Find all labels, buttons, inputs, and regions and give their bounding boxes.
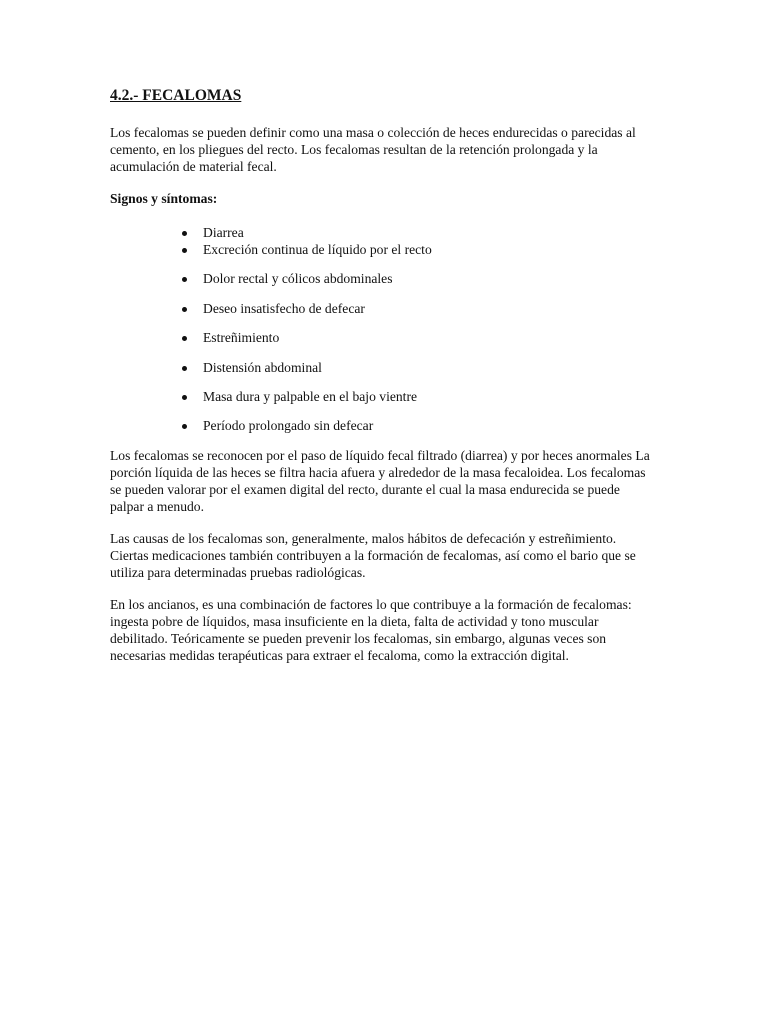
symptom-text: Diarrea bbox=[203, 225, 244, 241]
body-paragraphs bbox=[110, 448, 655, 664]
paragraph-elderly: En los ancianos, es una combinación de factores lo que contribuye a la formación de fecalomas: ingesta pobre de líquidos, masa insuficiente en la dieta, falta de actividad y tono muscular debilitado. Teóricamente se pueden prevenir los fecalomas, sin embargo, algunas veces son necesarias medidas terapéuticas para extraer el fecaloma, como la extracción digital. bbox=[110, 597, 632, 663]
symptom-text: Distensión abdominal bbox=[203, 359, 322, 375]
symptom-item bbox=[110, 225, 655, 242]
bullet-icon bbox=[182, 231, 187, 236]
bullet-icon bbox=[182, 307, 187, 312]
symptom-item bbox=[110, 271, 655, 288]
intro-paragraph: Los fecalomas se pueden definir como una masa o colección de heces endurecidas o parecidas al cemento, en los pliegues del recto. Los fecalomas resultan de la retención prolongada y la acumulación de material fecal. bbox=[110, 125, 636, 174]
paragraph-recognition: Los fecalomas se reconocen por el paso de líquido fecal filtrado (diarrea) y por heces anormales La porción líquida de las heces se filtra hacia afuera y alrededor de la masa fecaloidea. Los fecalomas se pueden valorar por el examen digital del recto, durante el cual la masa endurecida se puede palpar a menudo. bbox=[110, 448, 650, 514]
document-page bbox=[110, 86, 655, 664]
bullet-icon bbox=[182, 395, 187, 400]
symptom-text: Deseo insatisfecho de defecar bbox=[203, 300, 365, 316]
symptom-text: Estreñimiento bbox=[203, 330, 280, 346]
bullet-icon bbox=[182, 277, 187, 282]
symptoms-heading: Signos y síntomas: bbox=[110, 191, 218, 207]
bullet-icon bbox=[182, 424, 187, 429]
bullet-icon bbox=[182, 336, 187, 341]
symptom-item bbox=[110, 301, 655, 318]
symptom-item bbox=[110, 360, 655, 377]
symptoms-list bbox=[110, 225, 655, 435]
symptom-item bbox=[110, 330, 655, 347]
section-heading: 4.2.- FECALOMAS bbox=[110, 87, 242, 104]
symptom-text: Período prolongado sin defecar bbox=[203, 418, 374, 434]
symptom-text: Excreción continua de líquido por el recto bbox=[203, 241, 432, 257]
symptom-item bbox=[110, 242, 655, 259]
symptom-text: Dolor rectal y cólicos abdominales bbox=[203, 271, 393, 287]
symptom-item bbox=[110, 389, 655, 406]
bullet-icon bbox=[182, 248, 187, 253]
symptom-text: Masa dura y palpable en el bajo vientre bbox=[203, 388, 418, 404]
bullet-icon bbox=[182, 366, 187, 371]
paragraph-causes: Las causas de los fecalomas son, generalmente, malos hábitos de defecación y estreñimiento. Ciertas medicaciones también contribuyen a la formación de fecalomas, así como el bario que se utiliza para determinadas pruebas radiológicas. bbox=[110, 531, 636, 580]
symptom-item bbox=[110, 418, 655, 435]
